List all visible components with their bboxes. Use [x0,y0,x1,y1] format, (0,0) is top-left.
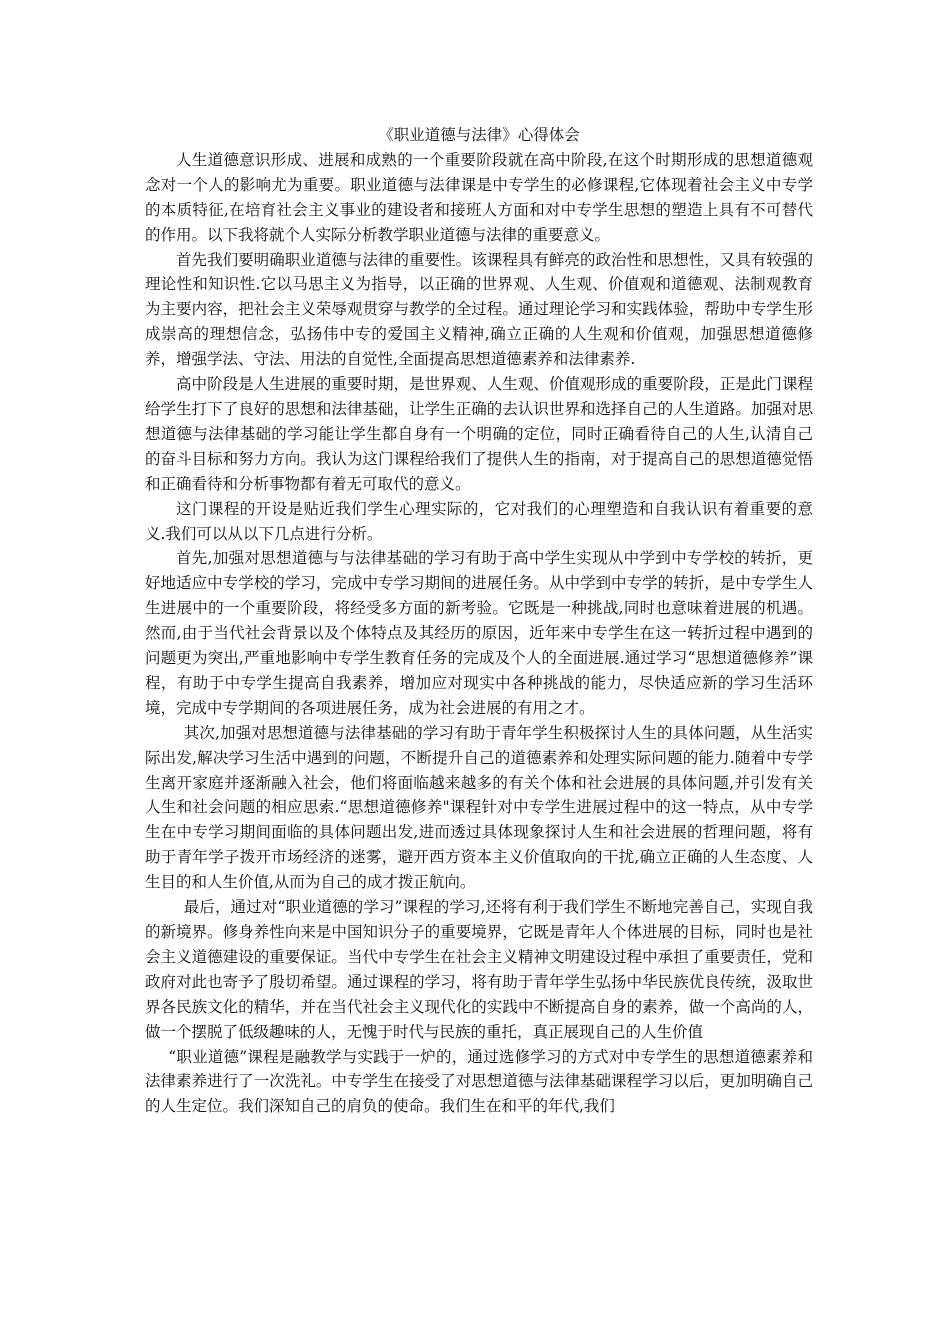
document-title: 《职业道德与法律》心得体会 [378,126,580,144]
paragraph-importance: 首先我们要明确职业道德与法律的重要性。该课程具有鲜亮的政治性和思想性，又具有较强的理论性和知识性.它以马思主义为指导，以正确的世界观、人生观、价值观和道德观、法制观教育为主要内容，把社会主义荣辱观贯穿与教学的全过程。通过理论学习和实践体验，帮助中专学生形成崇高的理想信念，弘扬伟中专的爱国主义精神,确立正确的人生观和价值观，加强思想道德修养，增强学法、守法、用法的自觉性,全面提高思想道德素养和法律素养. [145,250,813,369]
paragraph-intro: 人生道德意识形成、进展和成熟的一个重要阶段就在高中阶段,在这个时期形成的思想道德观念对一个人的影响尤为重要。职业道德与法律课是中专学生的必修课程,它体现着社会主义中专学的本质特征,在培育社会主义事业的建设者和接班人方面和对中专学生思想的塑造上具有不可替代的作用。以下我将就个人实际分析教学职业道德与法律的重要意义。 [145,150,813,244]
document-body [145,123,813,1119]
paragraph-course-purpose: 这门课程的开设是贴近我们学生心理实际的，它对我们的心理塑造和自我认识有着重要的意义.我们可以从以下几点进行分析。 [145,499,813,543]
paragraph-final-point: 最后，通过对“职业道德的学习”课程的学习,还将有利于我们学生不断地完善自己，实现自我的新境界。修身养性向来是中国知识分子的重要境界，它既是青年人个体进展的目标，同时也是社会主义道德建设的重要保证。当代中专学生在社会主义精神文明建设过程中承担了重要责任，党和政府对此也寄予了殷切希望。通过课程的学习，将有助于青年学生弘扬中华民族优良传统，汲取世界各民族文化的精华，并在当代社会主义现代化的实践中不断提高自身的素养，做一个高尚的人，做一个摆脱了低级趣味的人，无愧于时代与民族的重托，真正展现自己的人生价值 [145,898,813,1041]
paragraph-conclusion: “职业道德”课程是融教学与实践于一炉的，通过选修学习的方式对中专学生的思想道德素养和法律素养进行了一次洗礼。中专学生在接受了对思想道德与法律基础课程学习以后，更加明确自己的人生定位。我们深知自己的肩负的使命。我们生在和平的年代,我们 [145,1047,813,1116]
paragraph-first-point: 首先,加强对思想道德与与法律基础的学习有助于高中学生实现从中学到中专学校的转折，更好地适应中专学校的学习，完成中专学习期间的进展任务。从中学到中专学的转折，是中专学生人生进展中的一个重要阶段，将经受多方面的新考验。它既是一种挑战,同时也意味着进展的机遇。然而,由于当代社会背景以及个体特点及其经历的原因，近年来中专学生在这一转折过程中遇到的问题更为突出,严重地影响中专学生教育任务的完成及个人的全面进展.通过学习“思想道德修养”课程，有助于中专学生提高自我素养，增加应对现实中各种挑战的能力，尽快适应新的学习生活环境，完成中专学期间的各项进展任务，成为社会进展的有用之才。 [145,549,813,717]
paragraph-high-school-stage: 高中阶段是人生进展的重要时期，是世界观、人生观、价值观形成的重要阶段，正是此门课程给学生打下了良好的思想和法律基础，让学生正确的去认识世界和选择自己的人生道路。加强对思想道德与法律基础的学习能让学生都自身有一个明确的定位，同时正确看待自己的人生,认清自己的奋斗目标和努力方向。我认为这门课程给我们了提供人生的指南，对于提高自己的思想道德觉悟和正确看待和分析事物都有着无可取代的意义。 [145,375,813,493]
paragraph-second-point: 其次,加强对思想道德与法律基础的学习有助于青年学生积极探讨人生的具体问题，从生活实际出发,解决学习生活中遇到的问题，不断提升自己的道德素养和处理实际问题的能力.随着中专学生离开家庭并逐渐融入社会，他们将面临越来越多的有关个体和社会进展的具体问题,并引发有关人生和社会问题的相应思索.“思想道德修养"课程针对中专学生进展过程中的这一特点，从中专学生在中专学习期间面临的具体问题出发,进而透过具体现象探讨人生和社会进展的哲理问题，将有助于青年学子拨开市场经济的迷雾，避开西方资本主义价值取向的干扰,确立正确的人生态度、人生目的和人生价值,从而为自己的成才拨正航向。 [145,723,813,892]
